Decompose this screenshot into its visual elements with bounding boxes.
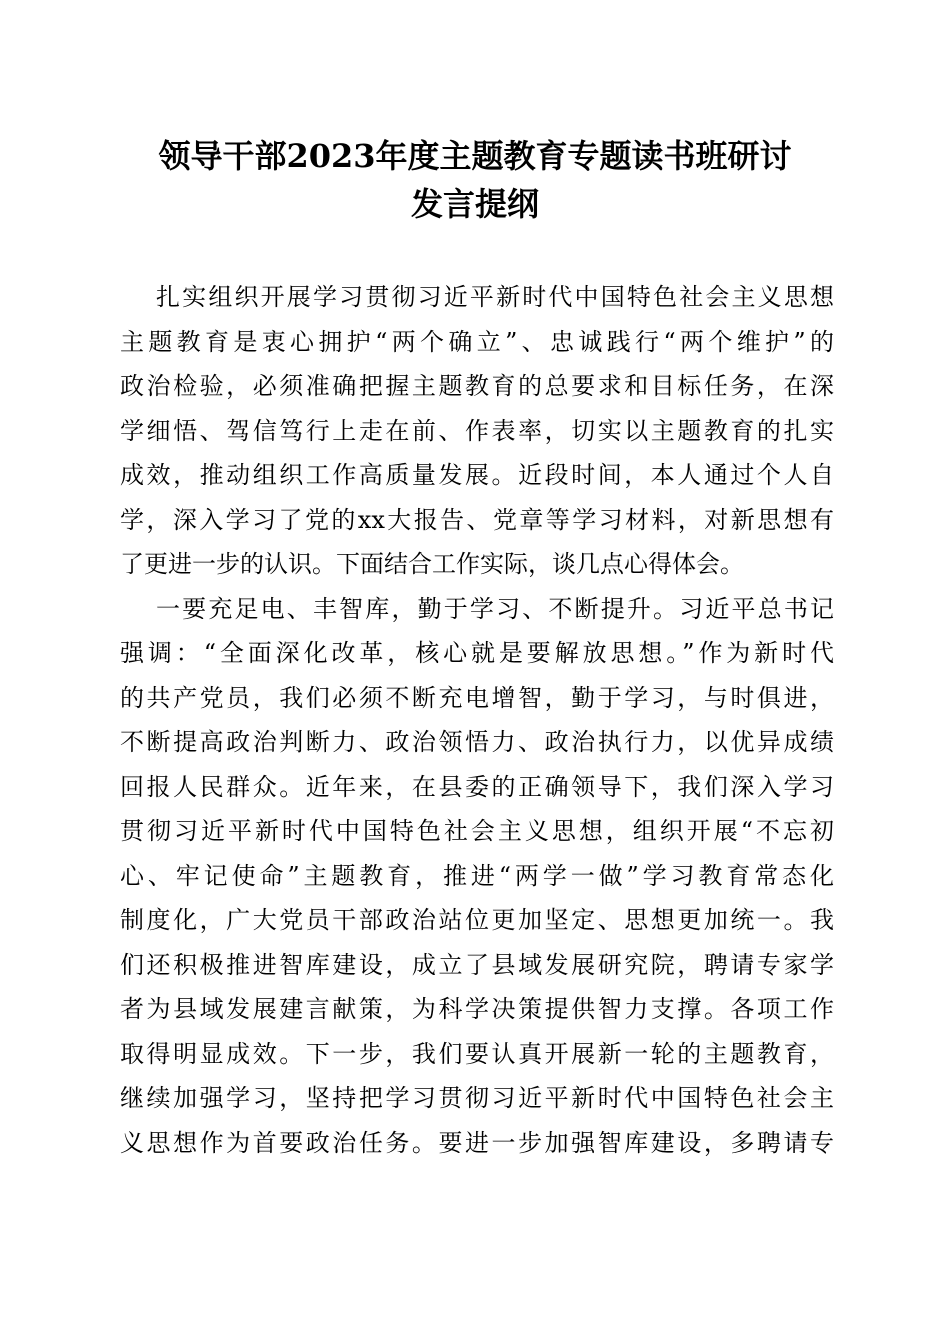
- text-line: 取得明显成效。下一步，我们要认真开展新一轮的主题教育，: [120, 1039, 834, 1068]
- text-line: 回报人民群众。近年来，在县委的正确领导下，我们深入学习: [120, 772, 834, 801]
- title-line: 领导干部2023年度主题教育专题读书班研讨: [158, 137, 792, 175]
- text-line: 的共产党员，我们必须不断充电增智，勤于学习，与时俱进，: [120, 683, 834, 712]
- text-line: 继续加强学习，坚持把学习贯彻习近平新时代中国特色社会主: [120, 1084, 834, 1112]
- title-line: 发言提纲: [410, 185, 539, 223]
- document-title: [100, 132, 850, 228]
- text-line: 强调：“全面深化改革，核心就是要解放思想。”作为新时代: [120, 639, 834, 667]
- text-line: 制度化，广大党员干部政治站位更加坚定、思想更加统一。我: [120, 906, 834, 934]
- text-line: 了更进一步的认识。下面结合工作实际，谈几点心得体会。: [120, 550, 744, 578]
- text-line: 贯彻习近平新时代中国特色社会主义思想，组织开展“不忘初: [120, 817, 834, 845]
- paragraph-intro: [120, 275, 834, 587]
- text-line: 义思想作为首要政治任务。要进一步加强智库建设，多聘请专: [120, 1128, 834, 1157]
- document-body: [120, 275, 834, 1165]
- text-line: 不断提高政治判断力、政治领悟力、政治执行力，以优异成绩: [120, 728, 834, 756]
- text-line: 心、牢记使命”主题教育，推进“两学一做”学习教育常态化: [120, 861, 834, 890]
- text-line: 成效，推动组织工作高质量发展。近段时间，本人通过个人自: [120, 461, 834, 489]
- text-line: 一要充足电、丰智库，勤于学习、不断提升。习近平总书记: [156, 594, 834, 623]
- text-line: 政治检验，必须准确把握主题教育的总要求和目标任务，在深: [120, 372, 834, 400]
- paragraph-point-one: [120, 587, 834, 1166]
- text-line: 们还积极推进智库建设，成立了县域发展研究院，聘请专家学: [120, 950, 834, 979]
- text-line: 学细悟、驾信笃行上走在前、作表率，切实以主题教育的扎实: [120, 416, 834, 445]
- text-line: 者为县域发展建言献策，为科学决策提供智力支撑。各项工作: [120, 995, 834, 1023]
- text-line: 主题教育是衷心拥护“两个确立”、忠诚践行“两个维护”的: [120, 327, 834, 356]
- text-line: 学，深入学习了党的xx大报告、党章等学习材料，对新思想有: [120, 505, 834, 534]
- text-line: 扎实组织开展学习贯彻习近平新时代中国特色社会主义思想: [156, 283, 834, 311]
